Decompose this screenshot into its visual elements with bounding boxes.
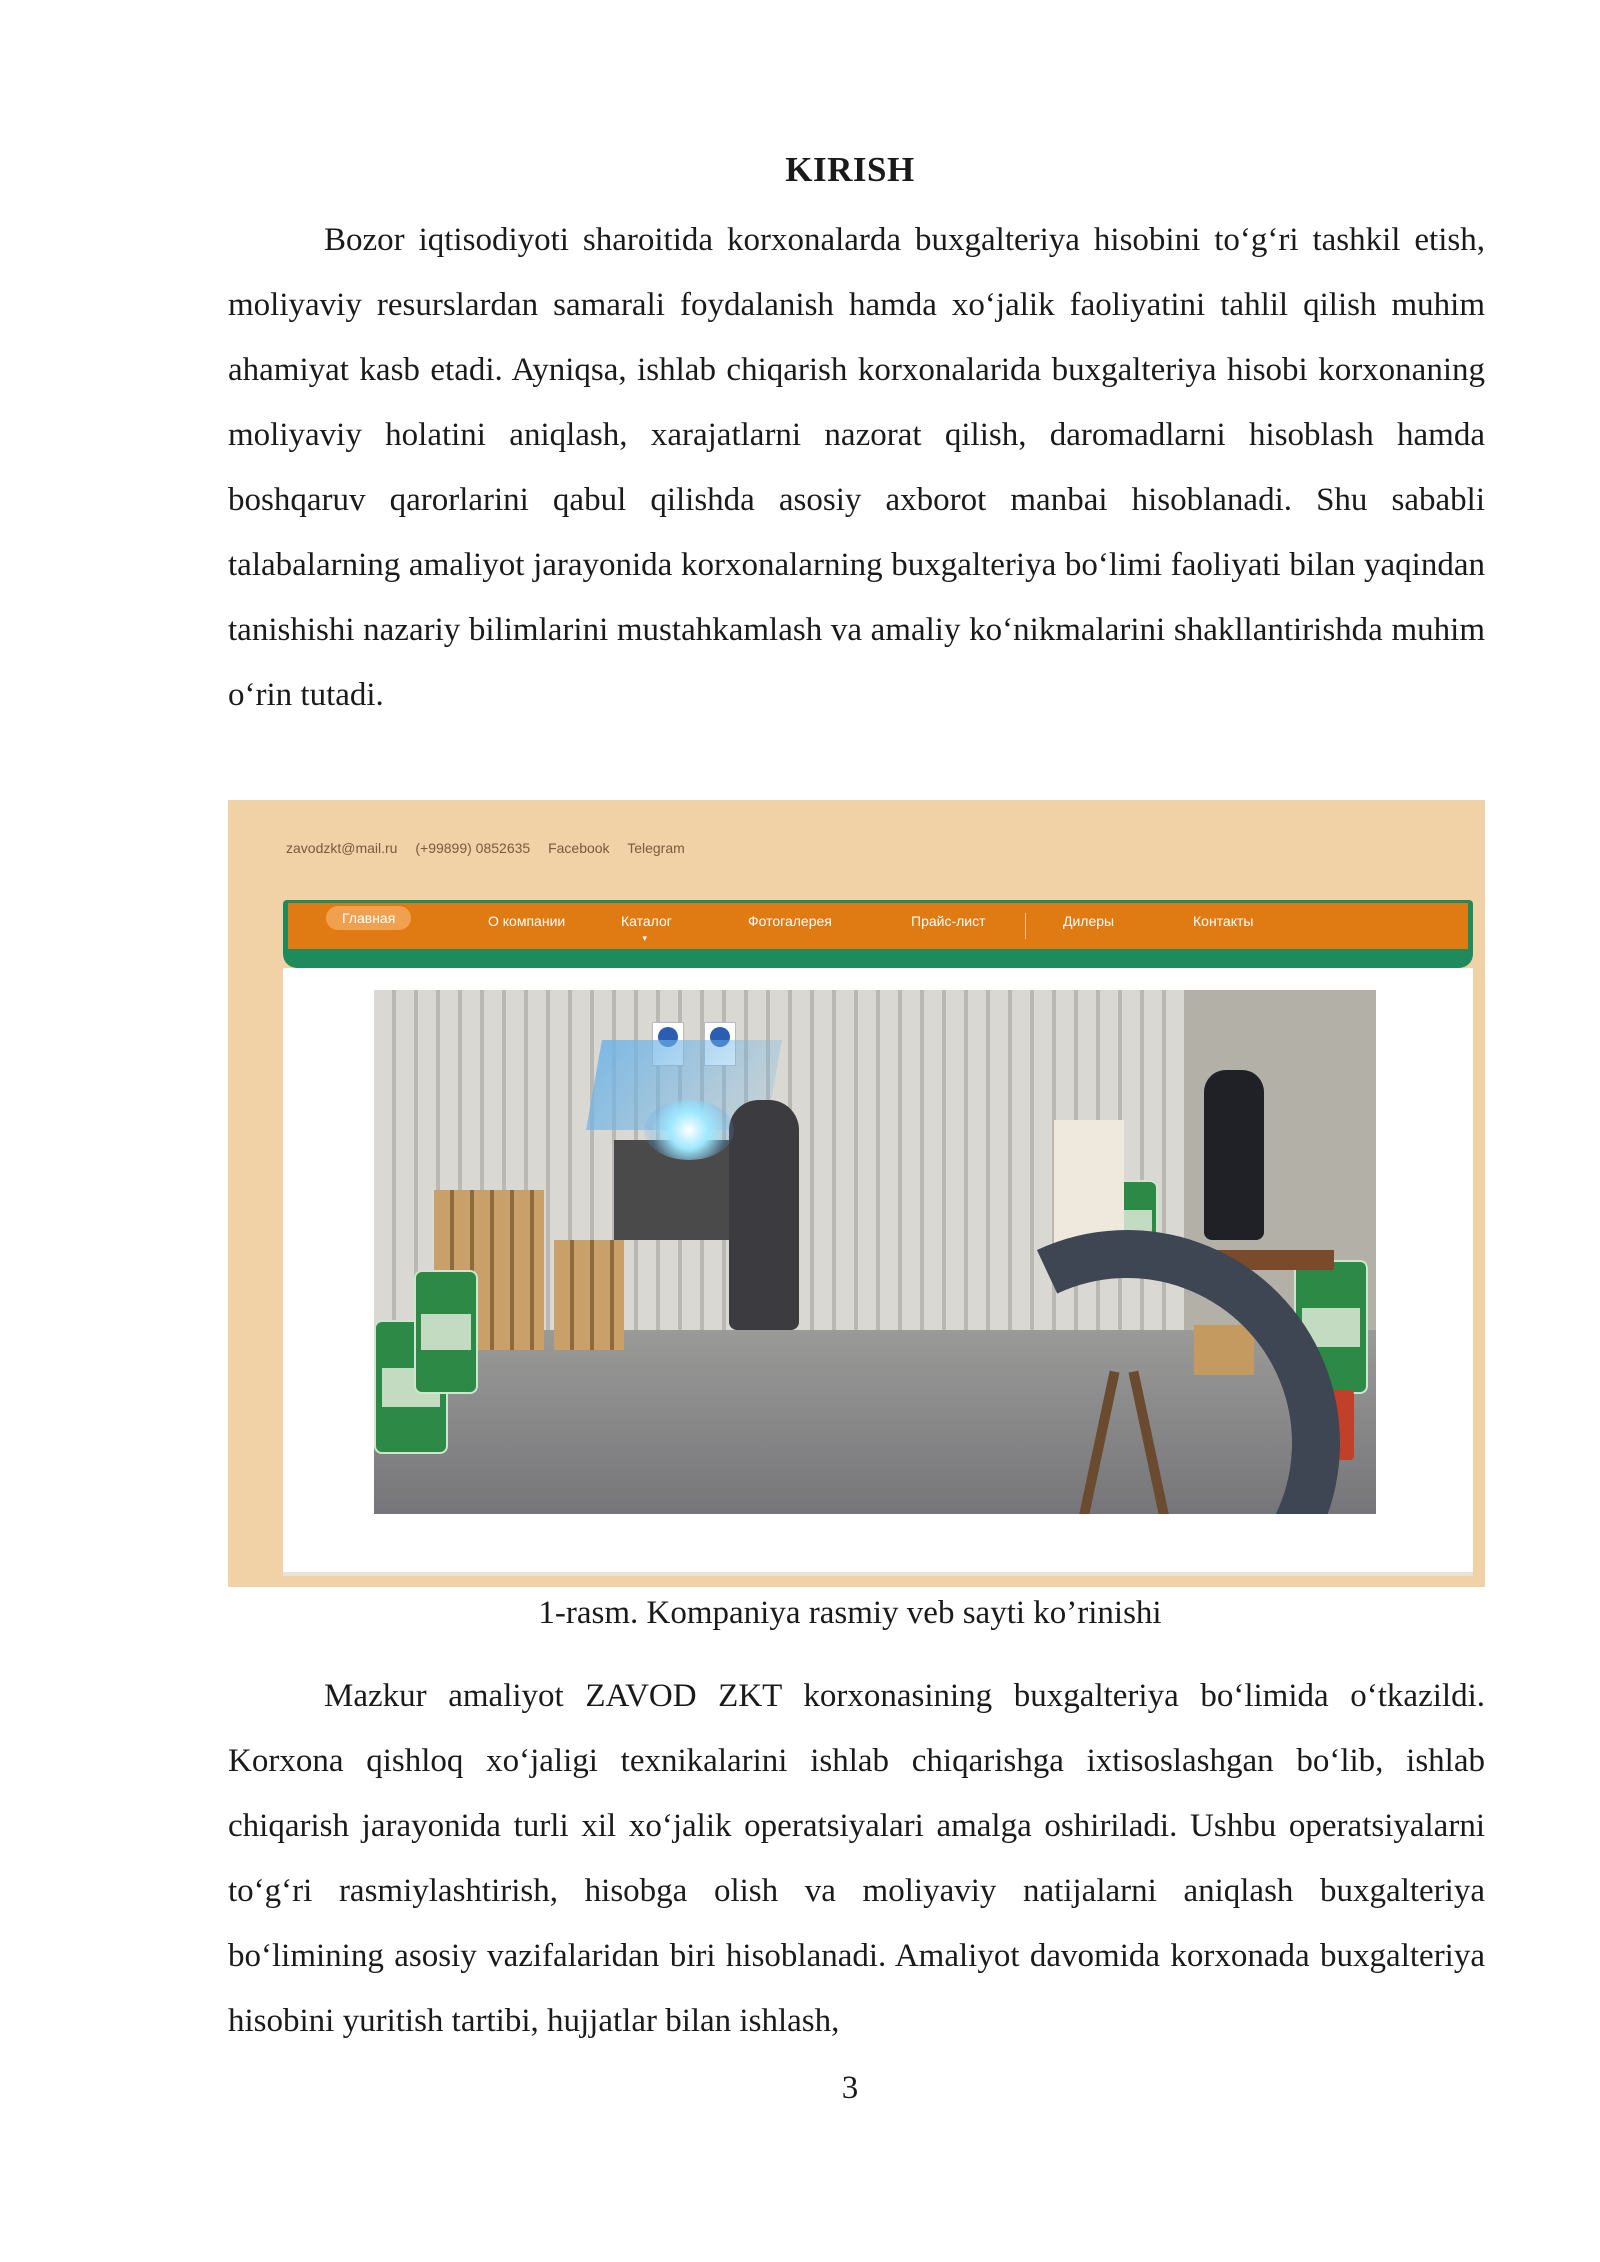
website-nav-home: Главная xyxy=(326,906,411,930)
photo-welding-glow xyxy=(644,1100,734,1160)
website-nav-gallery: Фотогалерея xyxy=(748,913,832,929)
website-phone: (+99899) 0852635 xyxy=(415,840,531,856)
website-nav-dealers: Дилеры xyxy=(1063,913,1115,929)
figure-caption: 1-rasm. Kompaniya rasmiy veb sayti ko’rinishi xyxy=(538,1595,1162,1631)
website-nav-divider xyxy=(1025,913,1026,939)
website-contact-bar xyxy=(286,840,699,856)
website-nav-contacts: Контакты xyxy=(1193,913,1254,929)
website-telegram-link: Telegram xyxy=(627,840,685,856)
photo-welder xyxy=(729,1100,799,1330)
website-nav-catalog xyxy=(621,913,672,943)
website-nav-about: О компании xyxy=(488,913,566,929)
website-bottom-edge xyxy=(283,1572,1473,1576)
website-nav-pricelist: Прайс-лист xyxy=(911,913,986,929)
website-nav-bar xyxy=(283,900,1473,968)
workshop-photo xyxy=(374,990,1376,1514)
website-facebook-link: Facebook xyxy=(548,840,610,856)
website-nav-catalog-label: Каталог xyxy=(621,913,672,929)
page-title: KIRISH xyxy=(785,150,915,189)
website-screenshot-figure xyxy=(228,800,1485,1587)
chevron-down-icon: ▾ xyxy=(642,933,647,943)
intro-paragraph: Bozor iqtisodiyoti sharoitida korxonalarda buxgalteriya hisobini to‘g‘ri tashkil etish, moliyaviy resurslardan samarali foydalanish hamda xo‘jalik faoliyatini tahlil qilish muhim ahamiyat kasb etadi. Ayniqsa, ishlab chiqarish korxonalarida buxgalteriya hisobi korxonaning moliyaviy holatini aniqlash, xarajatlarni nazorat qilish, daromadlarni hisoblash hamda boshqaruv qarorlarini qabul qilishda asosiy axborot manbai hisoblanadi. Shu sababli talabalarning amaliyot jarayonida korxonalarning buxgalteriya bo‘limi faoliyati bilan yaqindan tanishishi nazariy bilimlarini mustahkamlash va amaliy ko‘nikmalarini shakllantirishda muhim o‘rin tutadi. xyxy=(228,222,1485,713)
photo-green-drum xyxy=(414,1270,478,1394)
website-email: zavodzkt@mail.ru xyxy=(286,840,398,856)
page-number: 3 xyxy=(841,2070,859,2106)
body-paragraph: Mazkur amaliyot ZAVOD ZKT korxonasining buxgalteriya bo‘limida o‘tkazildi. Korxona qishloq xo‘jaligi texnikalarini ishlab chiqarishga ixtisoslashgan bo‘lib, ishlab chiqarish jarayonida turli xil xo‘jalik operatsiyalari amalga oshiriladi. Ushbu operatsiyalarni to‘g‘ri rasmiylashtirish, hisobga olish va moliyaviy natijalarni aniqlash buxgalteriya bo‘limining asosiy vazifalaridan biri hisoblanadi. Amaliyot davomida korxonada buxgalteriya hisobini yuritish tartibi, hujjatlar bilan ishlash, xyxy=(228,1678,1485,2039)
website-nav-strip xyxy=(288,903,1468,949)
photo-wooden-pallet xyxy=(554,1240,624,1350)
photo-hanging-coat xyxy=(1204,1070,1264,1240)
